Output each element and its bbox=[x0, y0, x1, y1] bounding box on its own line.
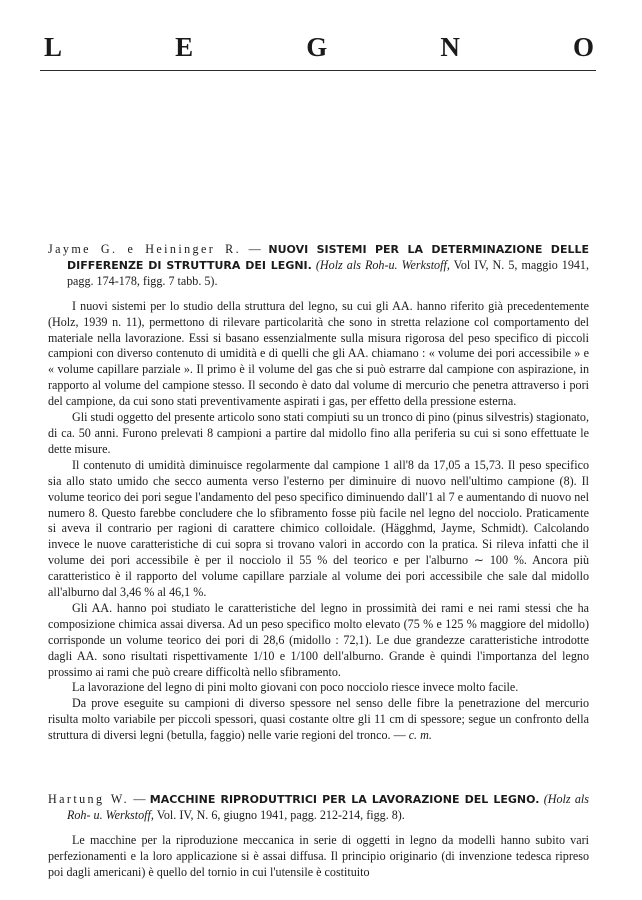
journal-name: (Holz als Roh- u. Werkstoff, bbox=[67, 792, 589, 822]
reference bbox=[48, 792, 589, 824]
reference bbox=[48, 242, 589, 290]
paragraph: Gli studi oggetto del presente articolo sono stati compiuti su un tronco di pino (pinus silvestris) stagionato, di ca. 50 anni. Furono prelevati 8 campioni a partire dal midollo fino alla periferia su cui si sono effettuate le dette misure. bbox=[48, 410, 589, 456]
dash: — bbox=[129, 792, 150, 806]
citation: Vol IV, N. 5, maggio 1941, pagg. 174-178, figg. 7 tabb. 5). bbox=[67, 257, 589, 288]
header-letter: N bbox=[440, 31, 460, 62]
header-letter: L bbox=[44, 31, 63, 62]
reviewer-signature: c. m. bbox=[408, 728, 432, 743]
paragraph-with-signature bbox=[48, 696, 589, 744]
header-letter: O bbox=[572, 31, 594, 62]
author: Hartung W. bbox=[48, 792, 130, 806]
header-letter: E bbox=[175, 31, 194, 62]
paragraph: Le macchine per la riproduzione meccanica in serie di oggetti in legno da modelli hanno subito vari perfezionamenti e la loro applicazione si è assai diffusa. Il principio originario (di invenzione tedesca ripreso poi dagli americani) è quello del tornio in cui l'utensile è costituito bbox=[48, 832, 589, 879]
dash: — bbox=[390, 728, 409, 743]
paragraph: I nuovi sistemi per lo studio della struttura del legno, su cui gli AA. hanno riferito già precedentemente (Holz, 1939 n. 11), permettono di rilevare particolarità che sono in stretta relazione col comportamento del materiale nella lavorazione. Essi si basano essenzialmente sulla misura rigorosa del peso specifico di piccoli campioni con diverso contenuto di umidità e di quelli che gli AA. chiamano : « volume dei pori accessibile » e « volume capillare parziale ». Il primo è il volume del gas che si può estrarre dal campione con aspirazione, in rapporto al volume del campione stesso. Il secondo è dato dal volume di mercurio che penetra attraverso i pori del campione, da cui sono stati preventivamente aspirati i gas, per effetto della pressione esterna. bbox=[48, 298, 589, 409]
paragraph: La lavorazione del legno di pini molto giovani con poco nocciolo riesce invece molto facile. bbox=[72, 680, 519, 695]
paragraph: Il contenuto di umidità diminuisce regolarmente dal campione 1 all'8 da 17,05 a 15,73. Il peso specifico sia allo stato umido che secco aumenta verso l'esterno per diminuire di nuovo nell'ultimo campione (8). Il volume teorico dei pori segue l'andamento del peso specifico diminuendo dall'1 al 7 e aumentando di nuovo nel numero 8. Questo farebbe concludere che lo sfibramento fosse più facile nel legno del nocciolo. Praticamente si aveva il contrario per ragioni di carattere chimico colloidale. (Hägghmd, Jayme, Schmidt). Calcolando invece le nuove caratteristiche di cui sopra si trovano valori in accordo con la pratica. Si rileva infatti che il volume dei pori accessibile è per il nocciolo il 55 % del teorico e per l'alburno ∼ 100 %. Ancora più caratteristico è il rapporto del volume capillare parziale al volume dei pori accessibile che sale dal midollo all'alburno dal 3,46 % al 46,1 %. bbox=[48, 457, 589, 600]
dash: — bbox=[241, 242, 269, 256]
article-title: NUOVI SISTEMI PER LA DETERMINAZIONE DELLE DIFFERENZE DI STRUTTURA DEI LEGNI. bbox=[67, 243, 589, 272]
review-entry bbox=[48, 242, 589, 744]
citation: Vol. IV, N. 6, giugno 1941, pagg. 212-214, figg. 8). bbox=[153, 807, 405, 822]
header-letter: G bbox=[306, 31, 328, 62]
header-rule bbox=[40, 70, 596, 71]
running-header bbox=[44, 30, 594, 64]
author: Jayme G. e Heininger R. bbox=[48, 242, 242, 256]
paragraph: Gli AA. hanno poi studiato le caratteristiche del legno in prossimità dei rami e nei rami stessi che ha composizione chimica assai diversa. Ad un peso specifico molto elevato (75 % e 125 % maggiore del midollo) corrisponde un volume teorico dei pori di 28,6 (midollo : 72,1). Le due grandezze caratteristiche introdotte dagli AA. sono risultati rispettivamente 1/10 e 1/100 dell'alburno. Grande è quindi l'importanza del legno prossimo ai rami che può creare difficoltà nello sfibramento. bbox=[48, 600, 589, 679]
review-entry bbox=[48, 792, 589, 881]
paragraph: Da prove eseguite su campioni di diverso spessore nel senso delle fibre la penetrazione del mercurio risulta molto variabile per piccoli spessori, quasi costante oltre gli 11 cm di spessore; segue un confronto della struttura di diversi legni (betulla, faggio) nelle varie regioni del tronco. bbox=[48, 696, 589, 743]
journal-name: (Holz als Roh-u. Werkstoff, bbox=[315, 257, 450, 272]
article-title: MACCHINE RIPRODUTTRICI PER LA LAVORAZIONE DEL LEGNO. bbox=[149, 793, 540, 806]
